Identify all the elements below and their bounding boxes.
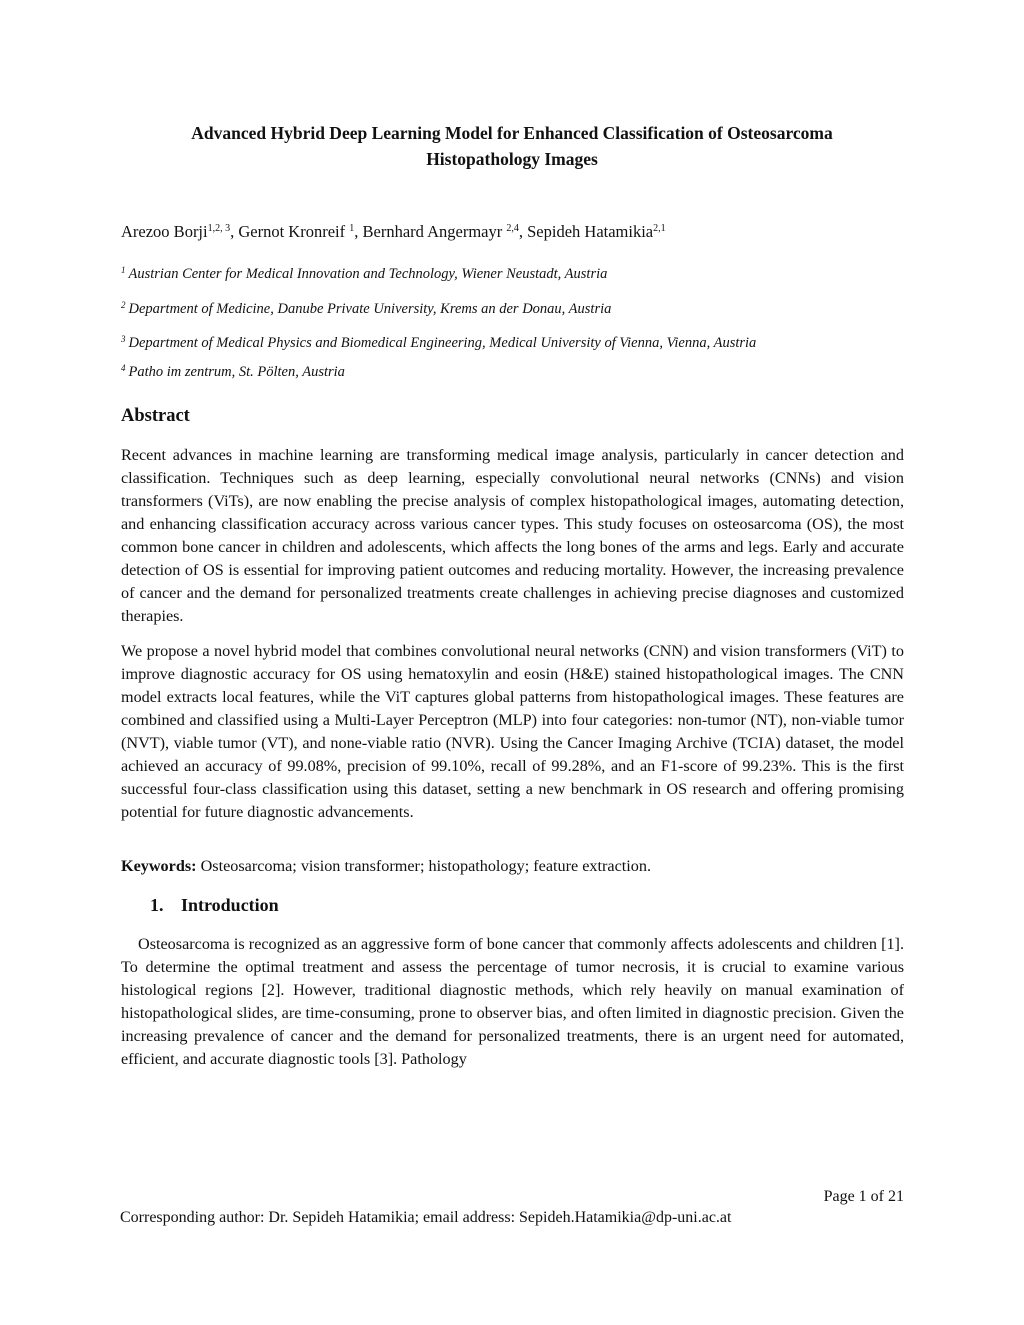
- affiliation-text: Patho im zentrum, St. Pölten, Austria: [128, 364, 345, 380]
- page-number: Page 1 of 21: [823, 1188, 904, 1205]
- introduction-paragraph-1: Osteosarcoma is recognized as an aggressive form of bone cancer that commonly affects adolescents and children [1]. To determine the optimal treatment and assess the percentage of tumor necrosis, it is crucial to examine various histological regions [2]. However, traditional diagnostic methods, which rely heavily on manual examination of histopathological slides, are time-consuming, prone to observer bias, and often limited in diagnostic precision. Given the increasing prevalence of cancer and the demand for personalized treatments, there is an urgent need for automated, efficient, and accurate diagnostic tools [3]. Pathology: [121, 935, 904, 1068]
- affiliation-marker: 4: [121, 363, 126, 373]
- paper-title: [120, 120, 904, 172]
- keywords-label: Keywords:: [121, 857, 197, 875]
- affiliation-4: [121, 364, 345, 381]
- author-name: Bernhard Angermayr: [362, 222, 507, 241]
- affiliation-marker: 3: [121, 334, 126, 344]
- author-list: Arezoo Borji$^{1,2, 3}$, Gernot Kronreif $^1$, Bernhard Angermayr $^{2,4}$, Sepideh Hatamikia$^{2,1}$: [121, 222, 666, 241]
- affiliation-text: Austrian Center for Medical Innovation and Technology, Wiener Neustadt, Austria: [128, 266, 608, 282]
- author-affiliation-marker: 1: [349, 223, 355, 234]
- author-name: Sepideh Hatamikia: [527, 222, 654, 241]
- author-name: Arezoo Borji: [121, 222, 208, 241]
- introduction-heading: [150, 895, 279, 916]
- author-affiliation-marker: 1,2, 3: [207, 223, 231, 234]
- affiliation-1: [121, 266, 607, 283]
- abstract-heading: Abstract: [121, 406, 190, 426]
- keywords-line: [121, 857, 651, 876]
- abstract-paragraph-1: Recent advances in machine learning are transforming medical image analysis, particularly in cancer detection and classification. Techniques such as deep learning, especially convolutional neural networks (CNNs) and vision transformers (ViTs), are now enabling the precise analysis of complex histopathological images, automating detection, and enhancing classification accuracy across various cancer types. This study focuses on osteosarcoma (OS), the most common bone cancer in children and adolescents, which affects the long bones of the arms and legs. Early and accurate detection of OS is essential for improving patient outcomes and reducing mortality. However, the increasing prevalence of cancer and the demand for personalized treatments create challenges in achieving precise diagnoses and customized therapies.: [121, 446, 904, 625]
- author-affiliation-marker: 2,1: [653, 223, 666, 234]
- author-affiliation-marker: 2,4: [506, 223, 519, 234]
- affiliation-text: Department of Medicine, Danube Private University, Krems an der Donau, Austria: [128, 301, 612, 317]
- corresponding-author-footer: Corresponding author: Dr. Sepideh Hatamikia; email address: Sepideh.Hatamikia@dp-uni.ac.at: [120, 1209, 732, 1226]
- keywords-text: Osteosarcoma; vision transformer; histopathology; feature extraction.: [196, 857, 651, 875]
- author-name: Gernot Kronreif: [238, 222, 350, 241]
- section-title: Introduction: [181, 895, 279, 915]
- affiliation-text: Department of Medical Physics and Biomedical Engineering, Medical University of Vienna, Vienna, Austria: [128, 335, 757, 351]
- affiliation-marker: 1: [121, 265, 126, 275]
- affiliation-marker: 2: [121, 300, 126, 310]
- paper-title-line-1: Advanced Hybrid Deep Learning Model for Enhanced Classification of Osteosarcoma: [191, 123, 833, 143]
- affiliation-2: [121, 301, 611, 318]
- affiliation-3: [121, 335, 756, 352]
- section-number: 1.: [150, 895, 164, 915]
- paper-title-line-2: Histopathology Images: [426, 149, 598, 169]
- abstract-paragraph-2: We propose a novel hybrid model that combines convolutional neural networks (CNN) and vision transformers (ViT) to improve diagnostic accuracy for OS using hematoxylin and eosin (H&E) stained histopathological images. The CNN model extracts local features, while the ViT captures global patterns from histopathological images. These features are combined and classified using a Multi-Layer Perceptron (MLP) into four categories: non-tumor (NT), non-viable tumor (NVT), viable tumor (VT), and none-viable ratio (NVR). Using the Cancer Imaging Archive (TCIA) dataset, the model achieved an accuracy of 99.08%, precision of 99.10%, recall of 99.28%, and an F1-score of 99.23%. This is the first successful four-class classification using this dataset, setting a new benchmark in OS research and offering promising potential for future diagnostic advancements.: [121, 642, 904, 821]
